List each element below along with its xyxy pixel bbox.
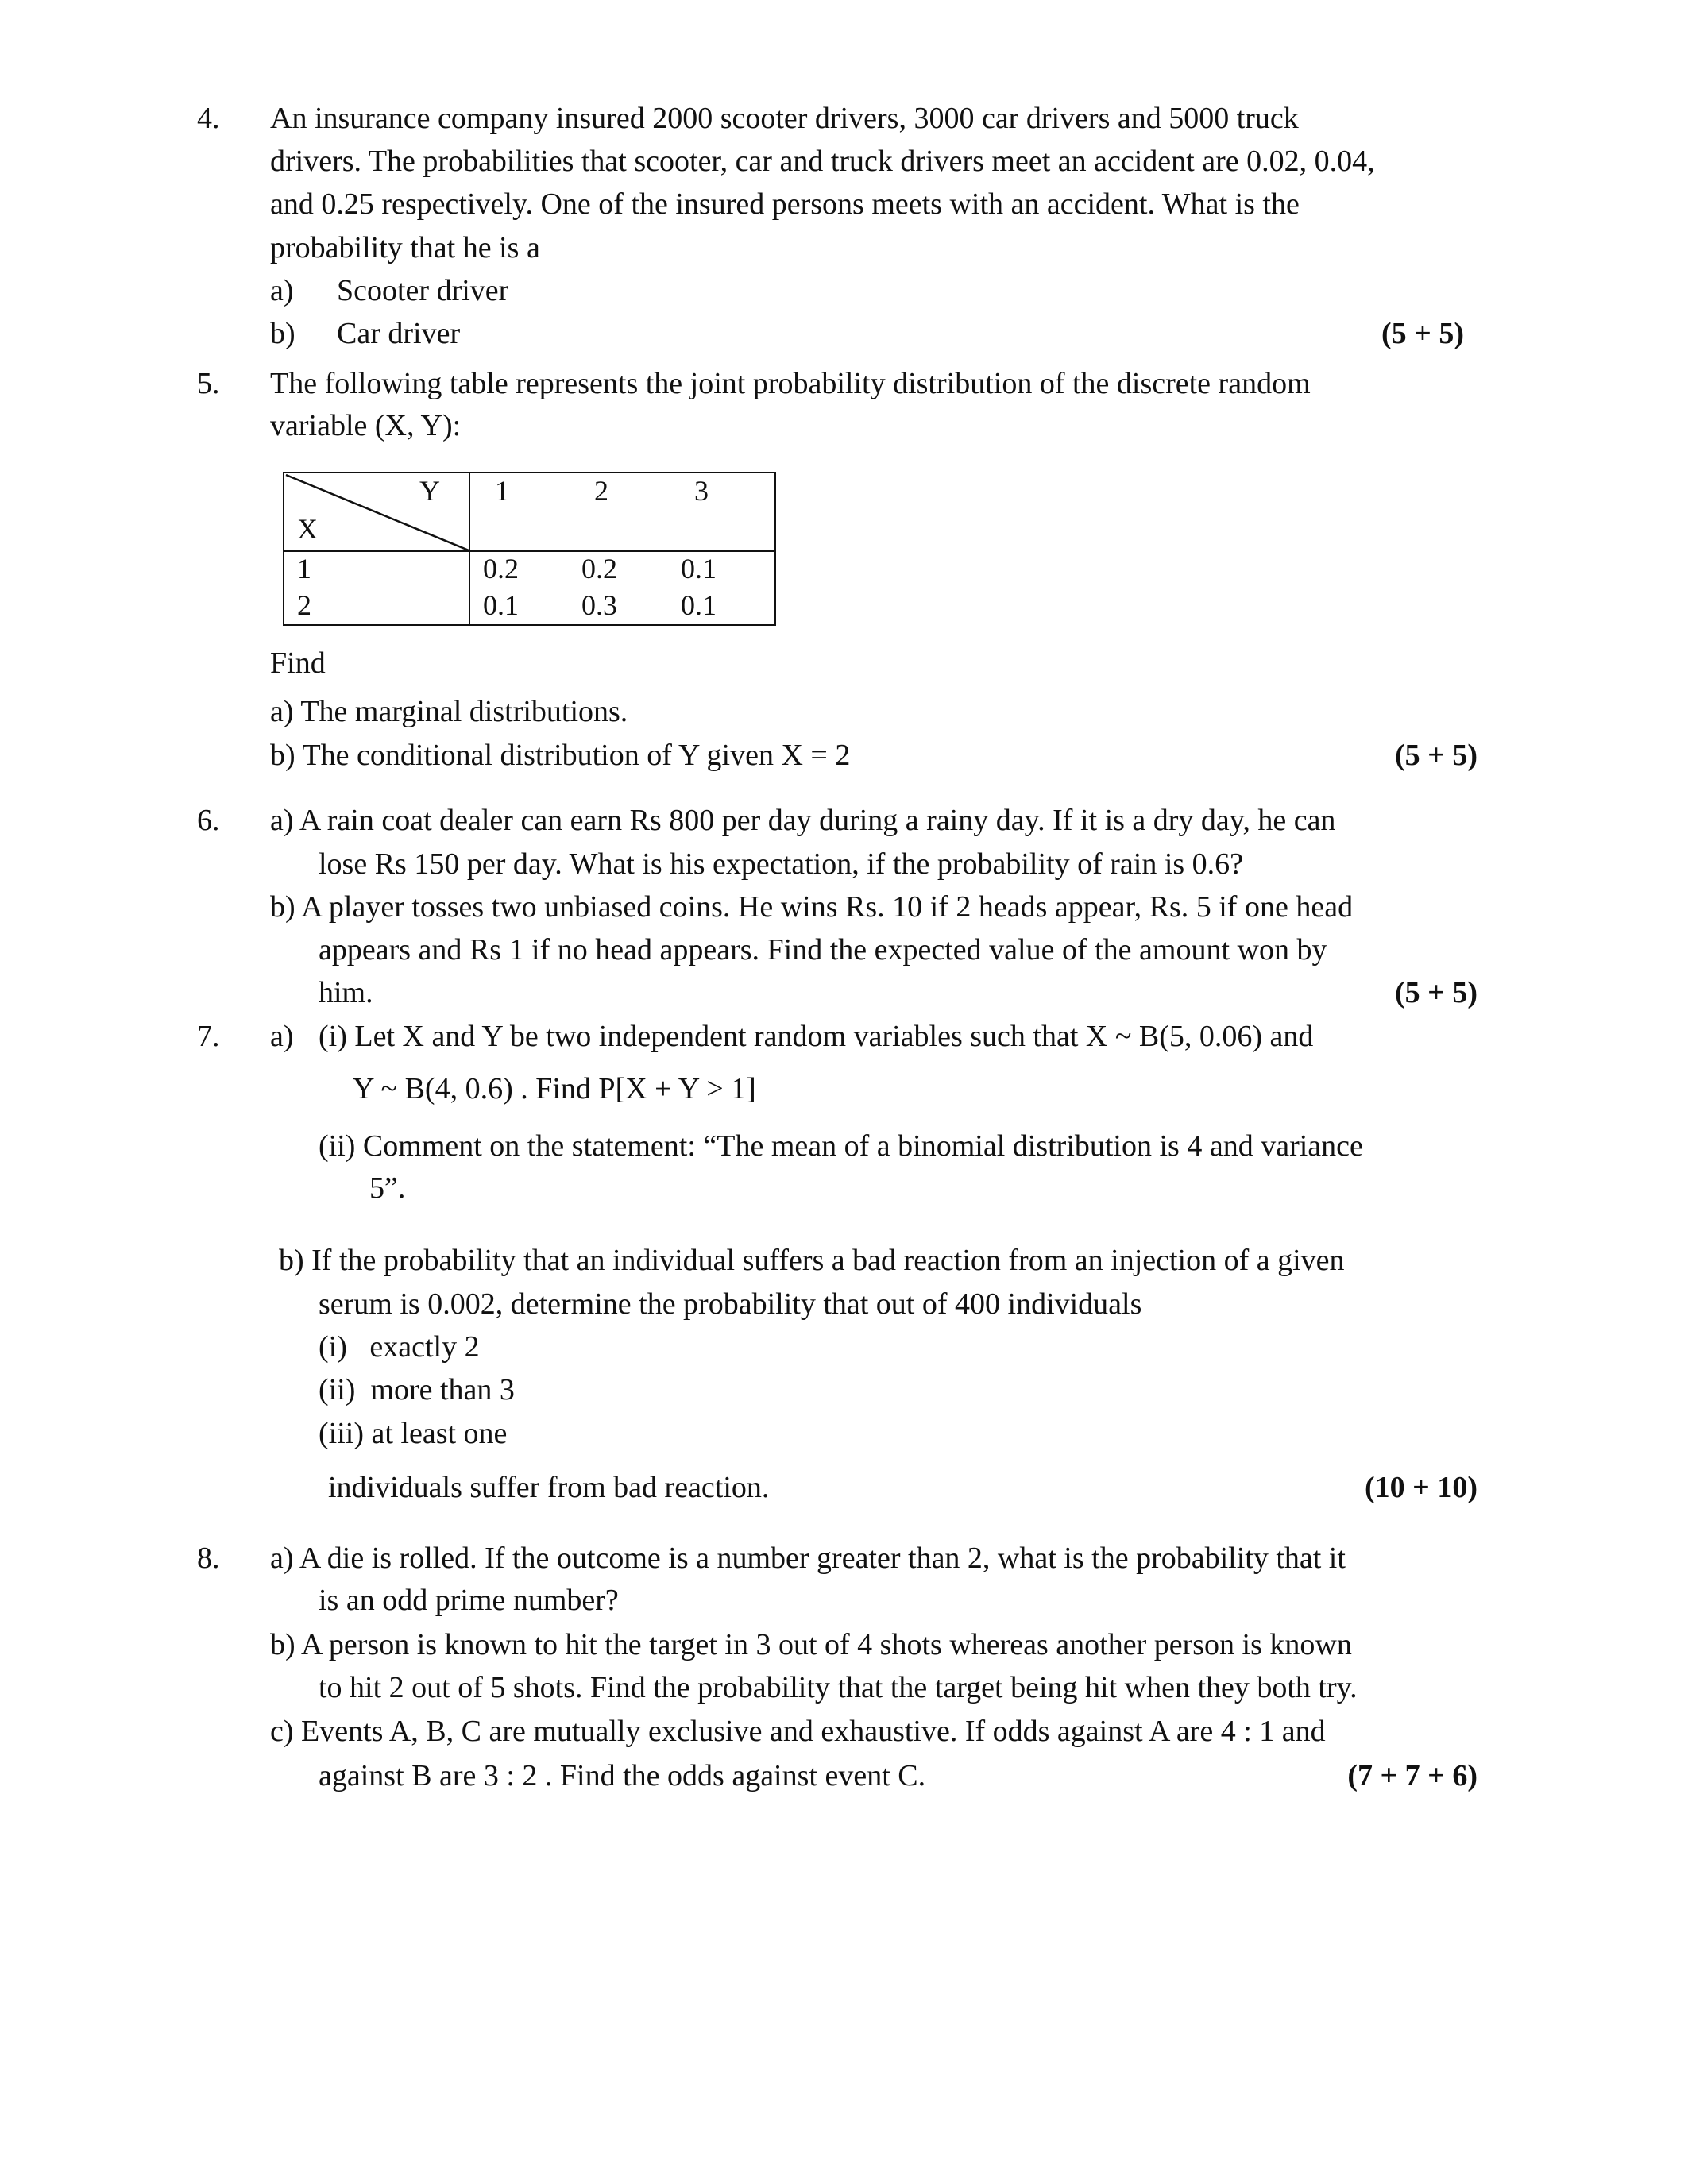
question-text: (ii) Comment on the statement: “The mean of a binomial distribution is 4 and variance: [319, 1129, 1363, 1163]
question-text: 5”.: [369, 1171, 406, 1205]
question-text: a) A die is rolled. If the outcome is a number greater than 2, what is the probability that it: [270, 1542, 1346, 1575]
table-cell: 0.3: [581, 589, 617, 621]
question-number: 5.: [197, 367, 220, 400]
question-text: (iii) at least one: [319, 1417, 508, 1450]
question-text: drivers. The probabilities that scooter, car and truck drivers meet an accident are 0.02, 0.04,: [270, 145, 1375, 178]
option-label: b): [270, 317, 295, 350]
question-text: b) If the probability that an individual suffers a bad reaction from an injection of a given: [279, 1244, 1345, 1277]
question-text: is an odd prime number?: [319, 1584, 619, 1617]
marks: (7 + 7 + 6): [1347, 1759, 1477, 1792]
table-divider: [469, 473, 470, 624]
question-text: lose Rs 150 per day. What is his expectation, if the probability of rain is 0.6?: [319, 847, 1244, 881]
marks: (10 + 10): [1365, 1471, 1477, 1504]
question-text: variable (X, Y):: [270, 409, 462, 442]
question-text: him.: [319, 976, 373, 1009]
question-text: b) The conditional distribution of Y given X = 2: [270, 739, 851, 772]
table-y-value: 2: [594, 475, 608, 507]
table-cell: 0.2: [483, 553, 519, 585]
question-number: 6.: [197, 804, 220, 837]
marks: (5 + 5): [1395, 739, 1477, 772]
question-text: a) A rain coat dealer can earn Rs 800 per day during a rainy day. If it is a dry day, he can: [270, 804, 1336, 837]
joint-probability-table: [283, 472, 776, 626]
question-text: The following table represents the joint probability distribution of the discrete random: [270, 367, 1311, 400]
question-text: a) The marginal distributions.: [270, 695, 628, 728]
marks: (5 + 5): [1395, 976, 1477, 1009]
question-text: (i) Let X and Y be two independent random variables such that X ~ B(5, 0.06) and: [319, 1020, 1314, 1053]
question-text: Find: [270, 646, 326, 680]
question-text: b) A person is known to hit the target in 3 out of 4 shots whereas another person is known: [270, 1628, 1352, 1661]
question-text: (i) exactly 2: [319, 1330, 480, 1364]
table-cell: 0.1: [483, 589, 519, 621]
question-text: individuals suffer from bad reaction.: [328, 1471, 770, 1504]
question-text: (ii) more than 3: [319, 1373, 515, 1406]
question-text: and 0.25 respectively. One of the insured persons meets with an accident. What is the: [270, 187, 1300, 221]
question-text: An insurance company insured 2000 scooter drivers, 3000 car drivers and 5000 truck: [270, 102, 1299, 135]
option-label: a): [270, 1020, 294, 1053]
question-number: 7.: [197, 1020, 220, 1053]
option-label: a): [270, 274, 294, 307]
table-x-value: 2: [297, 589, 311, 621]
question-number: 4.: [197, 102, 220, 135]
table-cell: 0.2: [581, 553, 617, 585]
question-text: Y ~ B(4, 0.6) . Find P[X + Y > 1]: [353, 1072, 756, 1106]
table-header-y: Y: [419, 475, 440, 507]
option-text: Scooter driver: [337, 274, 509, 307]
table-y-value: 1: [495, 475, 509, 507]
question-text: appears and Rs 1 if no head appears. Find the expected value of the amount won by: [319, 933, 1327, 967]
question-text: b) A player tosses two unbiased coins. He wins Rs. 10 if 2 heads appear, Rs. 5 if one head: [270, 890, 1354, 924]
table-y-value: 3: [694, 475, 709, 507]
table-cell: 0.1: [681, 589, 717, 621]
marks: (5 + 5): [1381, 317, 1464, 350]
question-text: c) Events A, B, C are mutually exclusive and exhaustive. If odds against A are 4 : 1 and: [270, 1715, 1326, 1748]
table-header-x: X: [297, 513, 318, 545]
question-text: to hit 2 out of 5 shots. Find the probability that the target being hit when they both try.: [319, 1671, 1358, 1704]
question-text: serum is 0.002, determine the probability that out of 400 individuals: [319, 1287, 1142, 1321]
question-text: probability that he is a: [270, 231, 540, 264]
question-number: 8.: [197, 1542, 220, 1575]
option-text: Car driver: [337, 317, 461, 350]
question-text: against B are 3 : 2 . Find the odds against event C.: [319, 1759, 926, 1792]
table-x-value: 1: [297, 553, 311, 585]
table-cell: 0.1: [681, 553, 717, 585]
